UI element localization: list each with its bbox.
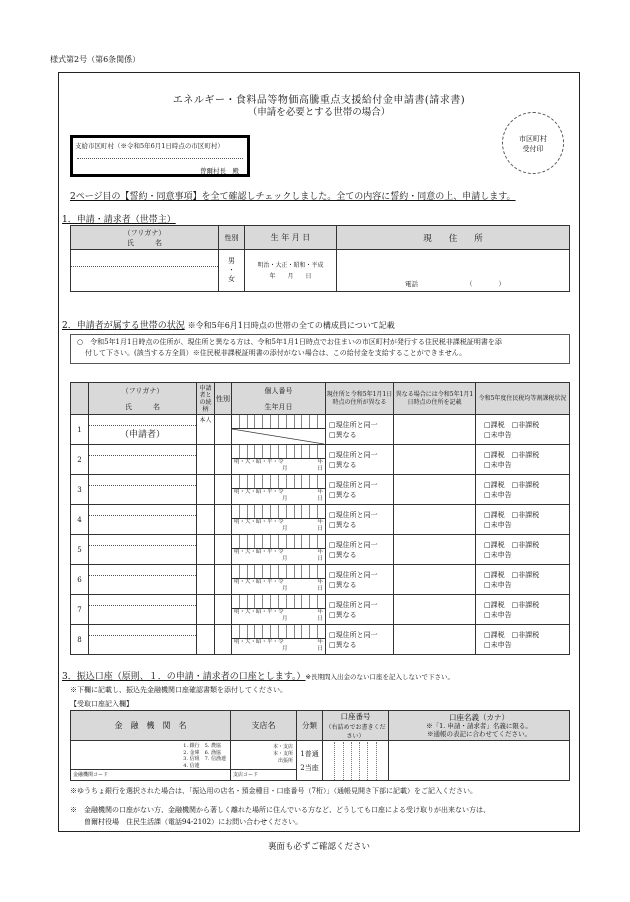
member-name-header: （フリガナ） 氏 名	[89, 383, 197, 415]
member-name-cell[interactable]	[89, 625, 197, 655]
municipality-addressee: 曽爾村長 殿	[200, 167, 239, 175]
address-diff-cell[interactable]: □現住所と同一 □異なる	[326, 535, 394, 565]
municipality-label: 支給市区町村（※令和5年6月1日時点の市区町村）	[75, 142, 224, 150]
row-number: 1	[71, 415, 89, 445]
account-digit-box[interactable]	[351, 742, 359, 780]
form-number: 様式第2号（第6条関係）	[50, 55, 141, 64]
member-gender-cell[interactable]	[215, 415, 232, 445]
tax-status-cell[interactable]: □課税 □非課税 □未申告	[476, 625, 570, 655]
household-row	[71, 445, 570, 475]
bank-account-table	[70, 710, 570, 781]
household-row	[71, 625, 570, 655]
branch-code-field[interactable]: 支店コード	[231, 769, 296, 780]
account-digit-box[interactable]	[359, 742, 367, 780]
bank-code-field[interactable]: 金融機関コード	[71, 769, 230, 780]
member-gender-cell[interactable]	[215, 475, 232, 505]
consent-statement: 2ページ目の【誓約・同意事項】を全て確認しチェックしました。全ての内容に誓約・同意の上、申請します。	[70, 192, 516, 202]
account-box-title: 【受取口座記入欄】	[70, 700, 133, 708]
household-row	[71, 475, 570, 505]
member-name-cell[interactable]	[89, 505, 197, 535]
old-address-header: 異なる場合には令和5年1月1日時点の住所を記載	[394, 383, 476, 415]
old-address-cell[interactable]	[394, 535, 476, 565]
address-header: 現 住 所	[337, 226, 570, 250]
member-gender-cell[interactable]	[215, 445, 232, 475]
household-table	[70, 382, 570, 655]
row-number: 4	[71, 505, 89, 535]
member-name-cell[interactable]	[89, 565, 197, 595]
address-diff-cell[interactable]: □現住所と同一 □異なる	[326, 445, 394, 475]
account-digit-box[interactable]	[367, 742, 375, 780]
tax-status-cell[interactable]: □課税 □非課税 □未申告	[476, 595, 570, 625]
row-number: 7	[71, 595, 89, 625]
row-number: 5	[71, 535, 89, 565]
stamp-label-1: 市区町村	[519, 135, 547, 143]
member-name-cell[interactable]	[89, 475, 197, 505]
household-row	[71, 595, 570, 625]
relation-cell[interactable]	[197, 505, 215, 535]
member-name-cell[interactable]	[89, 595, 197, 625]
applicant-table	[70, 225, 570, 292]
section2-heading: 2．申請者が属する世帯の状況 ※令和5年6月1日時点の世帯の全ての構成員について記載	[62, 321, 395, 331]
tax-status-cell[interactable]: □課税 □非課税 □未申告	[476, 505, 570, 535]
account-digit-box[interactable]	[327, 742, 334, 780]
mynumber-birth-cell[interactable]: 明・大・昭・平・令 年 月 日	[232, 475, 326, 505]
account-number-cell[interactable]	[323, 741, 389, 781]
member-gender-cell[interactable]	[215, 505, 232, 535]
tax-status-cell[interactable]: □課税 □非課税 □未申告	[476, 415, 570, 445]
member-gender-cell[interactable]	[215, 625, 232, 655]
row-number: 3	[71, 475, 89, 505]
no-account-note-2: 曽爾村役場 住民生活課（電話94-2102）にお問い合わせください。	[84, 818, 303, 826]
account-digit-box[interactable]	[334, 742, 342, 780]
address-diff-cell[interactable]: □現住所と同一 □異なる	[326, 475, 394, 505]
tax-status-header: 令和5年度住民税均等割課税状況	[476, 383, 570, 415]
account-holder-header: 口座名義（カナ） ※「1. 申請・請求者」名義に限る。 ※通帳の表記に合わせてください。	[389, 711, 570, 741]
address-diff-cell[interactable]: □現住所と同一 □異なる	[326, 505, 394, 535]
account-number-header: 口座番号 （右詰めでお書きください）	[323, 711, 389, 741]
mynumber-birth-cell[interactable]: 明・大・昭・平・令 年 月 日	[232, 565, 326, 595]
old-address-cell[interactable]	[394, 445, 476, 475]
row-number: 2	[71, 445, 89, 475]
nontax-certificate-note: ○ 令和5年1月1日時点の住所が、現住所と異なる方は、令和5年1月1日時点でお住まいの市区町村が発行する住民税非課税証明書を添 付して下さい。(該当する方全員）※住民税非課税証明書の添付がない場合は、この給付金を支給することができません。	[70, 334, 570, 364]
old-address-cell[interactable]	[394, 625, 476, 655]
member-name-cell[interactable]	[89, 445, 197, 475]
mynumber-header: 個人番号 生年月日	[232, 383, 326, 415]
row-number: 6	[71, 565, 89, 595]
form-title: エネルギー・食料品等物価高騰重点支援給付金申請書(請求書)	[172, 95, 466, 106]
section3-heading: 3．振込口座（原則、１．の申請・請求者の口座とします。）※長期間入出金のない口座を記入しないで下さい。	[62, 672, 454, 682]
row-number: 8	[71, 625, 89, 655]
household-row	[71, 535, 570, 565]
no-account-note-1: ※ 金融機関の口座がない方、金融機関から著しく離れた場所に住んでいる方など、どうしても口座による受け取りが出来ない方は、	[70, 806, 490, 814]
mynumber-birth-cell[interactable]	[232, 415, 326, 445]
furigana-header: （フリガナ） 氏 名	[71, 226, 219, 250]
old-address-cell[interactable]	[394, 595, 476, 625]
relation-cell[interactable]	[197, 535, 215, 565]
relation-header: 申請者との続柄	[197, 383, 215, 415]
branch-name-header: 支店名	[231, 711, 297, 741]
account-type-cell[interactable]: 1普通 2当座	[297, 741, 323, 781]
account-type-header: 分類	[297, 711, 323, 741]
address-diff-header: 現住所と令和5年1月1日時点の住所が異なる	[326, 383, 394, 415]
member-gender-cell[interactable]	[215, 565, 232, 595]
mynumber-birth-cell[interactable]: 明・大・昭・平・令 年 月 日	[232, 595, 326, 625]
relation-cell[interactable]	[197, 475, 215, 505]
applicant-name-cell[interactable]	[71, 250, 219, 292]
account-digit-box[interactable]	[343, 742, 351, 780]
account-holder-cell[interactable]	[389, 741, 570, 781]
old-address-cell[interactable]	[394, 565, 476, 595]
mynumber-birth-cell[interactable]: 明・大・昭・平・令 年 月 日	[232, 505, 326, 535]
applicant-birth-cell[interactable]: 明治・大正・昭和・平成 年 月 日	[245, 250, 337, 292]
relation-cell[interactable]: 本人	[197, 415, 215, 445]
yucho-note: ※ゆうちょ銀行を選択された場合は、「振込用の店名・預金種目・口座番号（7桁）」（通帳見開き下部に記載）をご記入ください。	[70, 787, 477, 795]
form-subtitle: （申請を必要とする世帯の場合）	[247, 107, 391, 118]
old-address-cell[interactable]	[394, 505, 476, 535]
bank-name-cell[interactable]: 1. 銀行 5. 農協 2. 金庫 6. 漁協 3. 信組 7. 信漁連 4. 信連 金融機関コード	[71, 741, 231, 781]
tax-status-cell[interactable]: □課税 □非課税 □未申告	[476, 475, 570, 505]
relation-cell[interactable]	[197, 565, 215, 595]
tax-status-cell[interactable]: □課税 □非課税 □未申告	[476, 535, 570, 565]
tax-status-cell[interactable]: □課税 □非課税 □未申告	[476, 445, 570, 475]
applicant-address-cell[interactable]: 電話 （ ）	[337, 250, 570, 292]
relation-cell[interactable]	[197, 595, 215, 625]
relation-cell[interactable]	[197, 625, 215, 655]
footer-note: 裏面も必ずご確認ください	[267, 842, 370, 852]
household-row	[71, 415, 570, 445]
member-gender-header: 性別	[215, 383, 232, 415]
address-diff-cell[interactable]: □現住所と同一 □異なる	[326, 565, 394, 595]
attach-instruction: ※下欄に記載し、振込先金融機関口座確認書類を添付してください。	[70, 686, 287, 694]
account-digit-box[interactable]	[376, 742, 384, 780]
tax-status-cell[interactable]: □課税 □非課税 □未申告	[476, 565, 570, 595]
branch-name-cell[interactable]: 本・支店 本・支所 出張所 支店コード	[231, 741, 297, 781]
birth-header: 生 年 月 日	[245, 226, 337, 250]
applicant-gender-cell[interactable]: 男 ・ 女	[219, 250, 245, 292]
address-diff-cell[interactable]: □現住所と同一 □異なる	[326, 625, 394, 655]
member-name-cell[interactable]	[89, 535, 197, 565]
section1-heading: 1．申請・請求者（世帯主）	[62, 215, 176, 225]
member-name-cell[interactable]: （申請者）	[89, 415, 197, 445]
old-address-cell[interactable]	[394, 415, 476, 445]
household-row	[71, 565, 570, 595]
mynumber-birth-cell[interactable]: 明・大・昭・平・令 年 月 日	[232, 445, 326, 475]
old-address-cell[interactable]	[394, 475, 476, 505]
bank-name-header: 金 融 機 関 名	[71, 711, 231, 741]
gender-header: 性別	[219, 226, 245, 250]
stamp-label-2: 受付印	[522, 145, 544, 153]
address-diff-cell[interactable]: □現住所と同一 □異なる	[326, 415, 394, 445]
n-a-diagonal	[232, 429, 324, 444]
member-gender-cell[interactable]	[215, 595, 232, 625]
address-diff-cell[interactable]: □現住所と同一 □異なる	[326, 595, 394, 625]
relation-cell[interactable]	[197, 445, 215, 475]
mynumber-birth-cell[interactable]: 明・大・昭・平・令 年 月 日	[232, 625, 326, 655]
member-gender-cell[interactable]	[215, 535, 232, 565]
mynumber-birth-cell[interactable]: 明・大・昭・平・令 年 月 日	[232, 535, 326, 565]
household-row	[71, 505, 570, 535]
